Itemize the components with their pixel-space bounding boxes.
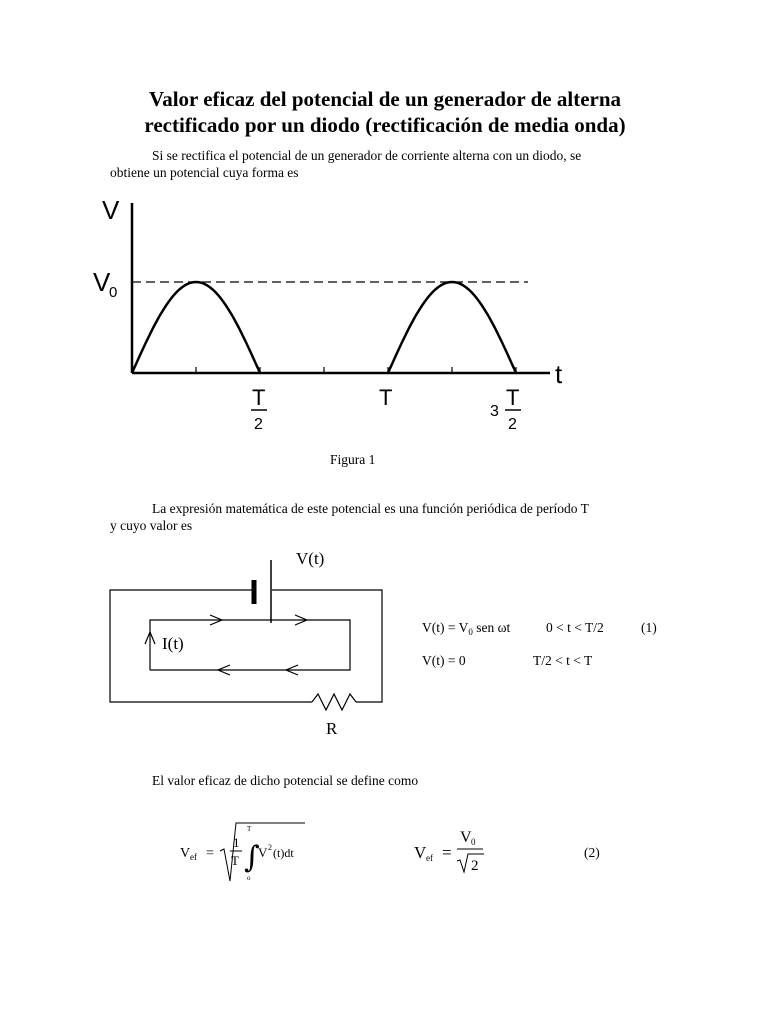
rms-equals: =	[206, 846, 214, 861]
eq1b-condition: T/2 < t < T	[533, 653, 593, 668]
integral-sign-icon: ∫	[244, 840, 260, 875]
intro-line-2: obtiene un potencial cuya forma es	[110, 165, 299, 180]
title-line-2: rectificado por un diodo (rectificación de media onda)	[144, 113, 626, 137]
eq1-lhs: V(t) = V	[422, 620, 469, 635]
rms-one: 1	[233, 835, 240, 850]
rms-T: T	[231, 853, 239, 868]
rms-square: 2	[268, 843, 272, 852]
result-v: V	[414, 843, 427, 862]
result-ef-sub: ef	[426, 853, 433, 863]
result-num-v: V	[460, 829, 472, 846]
title-line-1: Valor eficaz del potencial de un generador de alterna	[148, 87, 622, 111]
rms-v: V	[180, 846, 191, 861]
result-num-sub: 0	[471, 837, 476, 847]
tick-label-T: T	[379, 385, 393, 410]
v0-subscript: 0	[109, 284, 118, 301]
intro-line-1: Si se rectifica el potencial de un generador de corriente alterna con un diodo, se	[152, 148, 582, 163]
tick-label-3halfT-den: 2	[508, 416, 517, 433]
x-axis-label: t	[555, 359, 563, 389]
circuit-diagram	[0, 540, 420, 750]
rms-tdt: (t)dt	[273, 846, 294, 860]
result-den: 2	[471, 858, 479, 874]
figure-1-caption: Figura 1	[330, 452, 376, 467]
source-label: V(t)	[296, 549, 325, 568]
resistor-label: R	[326, 719, 338, 738]
eq1-number: (1)	[641, 620, 657, 635]
rms-integrand-v: V	[258, 845, 268, 860]
resistor-symbol	[312, 694, 356, 710]
figure-1-chart	[0, 0, 768, 470]
y-axis-label: V	[102, 195, 120, 225]
tick-label-3halfT-coef: 3	[490, 403, 499, 420]
eq1-condition: 0 < t < T/2	[546, 620, 604, 635]
equation-1b: V(t) = 0	[422, 653, 466, 668]
para2-line-1: La expresión matemática de este potencial es una función periódica de período T	[152, 501, 589, 516]
rms-lower-limit: o	[247, 874, 251, 882]
wire	[110, 590, 312, 702]
para3: El valor eficaz de dicho potencial se define como	[152, 773, 419, 788]
current-label: I(t)	[162, 634, 184, 653]
result-equals: =	[442, 843, 452, 862]
wire	[272, 590, 382, 702]
equation-1	[422, 620, 510, 637]
rms-ef-sub: ef	[190, 852, 197, 862]
para2-line-2: y cuyo valor es	[110, 518, 193, 533]
half-wave-arc-1	[132, 282, 260, 373]
tick-label-3halfT-num: T	[506, 385, 520, 410]
v0-label: V	[93, 267, 111, 297]
tick-label-half-T-num: T	[252, 385, 266, 410]
eq1-sub: 0	[468, 627, 473, 637]
rms-result	[410, 820, 520, 880]
half-wave-arc-2	[388, 282, 516, 373]
eq2-number: (2)	[584, 845, 600, 860]
eq1-rhs: sen ωt	[472, 620, 511, 635]
rms-upper-limit: T	[247, 825, 252, 833]
tick-label-half-T-den: 2	[254, 416, 263, 433]
rms-definition	[170, 815, 320, 887]
